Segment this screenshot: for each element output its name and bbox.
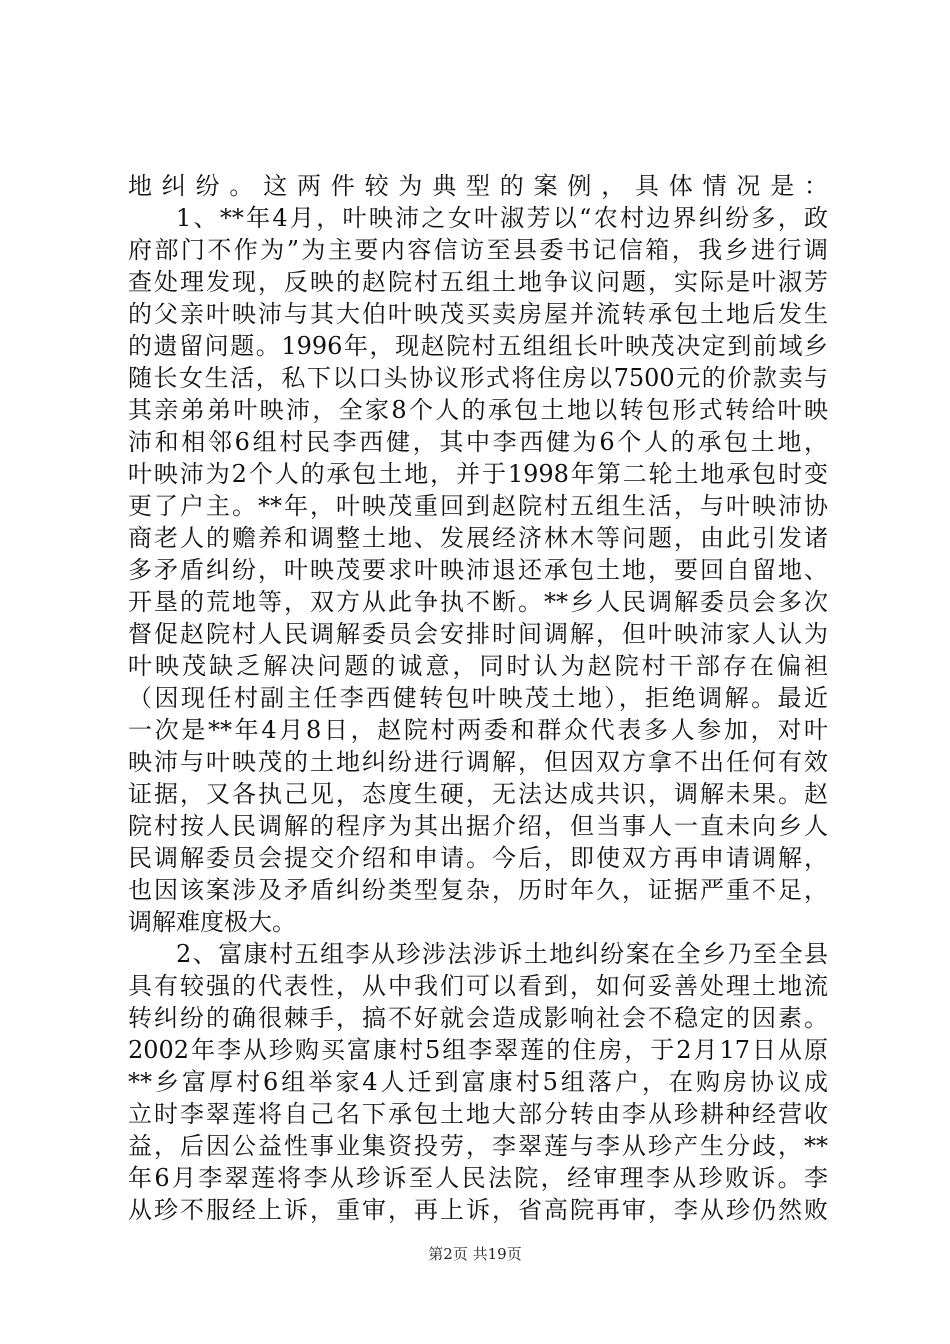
text-line: 更了户主。**年，叶映茂重回到赵院村五组生活，与叶映沛协 — [128, 492, 828, 520]
text-line: 2002年李从珍购买富康村5组李翠莲的住房，于2月17日从原 — [128, 1036, 828, 1064]
text-line: 一次是**年4月8日，赵院村两委和群众代表多人参加，对叶 — [128, 716, 828, 744]
text-line: 查处理发现，反映的赵院村五组土地争议问题，实际是叶淑芳 — [128, 268, 828, 296]
text-line: 年6月李翠莲将李从珍诉至人民法院，经审理李从珍败诉。李 — [128, 1164, 828, 1192]
text-line: 商老人的赡养和调整土地、发展经济林木等问题，由此引发诸 — [128, 524, 828, 552]
text-line: 立时李翠莲将自己名下承包土地大部分转由李从珍耕种经营收 — [128, 1100, 828, 1128]
text-line: 督促赵院村人民调解委员会安排时间调解，但叶映沛家人认为 — [128, 620, 828, 648]
text-line: 沛和相邻6组村民李西健，其中李西健为6个人的承包土地， — [128, 428, 828, 456]
text-line: 叶映茂缺乏解决问题的诚意，同时认为赵院村干部存在偏袒 — [128, 652, 828, 680]
text-line: 证据，又各执己见，态度生硬，无法达成共识，调解未果。赵 — [128, 780, 828, 808]
paragraph-2-start: 2、富康村五组李从珍涉法涉诉土地纠纷案在全乡乃至全县 — [176, 940, 828, 968]
text-line: 具有较强的代表性，从中我们可以看到，如何妥善处理土地流 — [128, 972, 828, 1000]
text-line: 其亲弟弟叶映沛，全家8个人的承包土地以转包形式转给叶映 — [128, 396, 828, 424]
text-line: 地纠纷。这两件较为典型的案例，具体情况是： — [128, 172, 828, 200]
text-line: 府部门不作为”为主要内容信访至县委书记信箱，我乡进行调 — [128, 236, 828, 264]
text-line: 随长女生活，私下以口头协议形式将住房以7500元的价款卖与 — [128, 364, 828, 392]
text-line: 从珍不服经上诉，重审，再上诉，省高院再审，李从珍仍然败 — [128, 1196, 828, 1224]
paragraph-1-end: 调解难度极大。 — [128, 908, 296, 936]
body-text — [128, 170, 828, 1226]
text-line: 映沛与叶映茂的土地纠纷进行调解，但因双方拿不出任何有效 — [128, 748, 828, 776]
text-line: 的遗留问题。1996年，现赵院村五组组长叶映茂决定到前域乡 — [128, 332, 828, 360]
text-line: 多矛盾纠纷，叶映茂要求叶映沛退还承包土地，要回自留地、 — [128, 556, 828, 584]
text-line: 民调解委员会提交介绍和申请。今后，即使双方再申请调解， — [128, 844, 828, 872]
text-line: 开垦的荒地等，双方从此争执不断。**乡人民调解委员会多次 — [128, 588, 828, 616]
page-number-footer: 第2页 共19页 — [428, 1245, 522, 1263]
text-line: 叶映沛为2个人的承包土地，并于1998年第二轮土地承包时变 — [128, 460, 828, 488]
text-line: 的父亲叶映沛与其大伯叶映茂买卖房屋并流转承包土地后发生 — [128, 300, 828, 328]
text-line: 转纠纷的确很棘手，搞不好就会造成影响社会不稳定的因素。 — [128, 1004, 828, 1032]
text-line: 益，后因公益性事业集资投劳，李翠莲与李从珍产生分歧，** — [128, 1132, 828, 1160]
text-line: 也因该案涉及矛盾纠纷类型复杂，历时年久，证据严重不足， — [128, 876, 828, 904]
paragraph-1-start: 1、**年4月，叶映沛之女叶淑芳以“农村边界纠纷多，政 — [176, 204, 828, 232]
text-line: （因现任村副主任李西健转包叶映茂土地），拒绝调解。最近 — [128, 684, 828, 712]
text-line: 院村按人民调解的程序为其出据介绍，但当事人一直未向乡人 — [128, 812, 828, 840]
text-line: **乡富厚村6组举家4人迁到富康村5组落户，在购房协议成 — [128, 1068, 828, 1096]
